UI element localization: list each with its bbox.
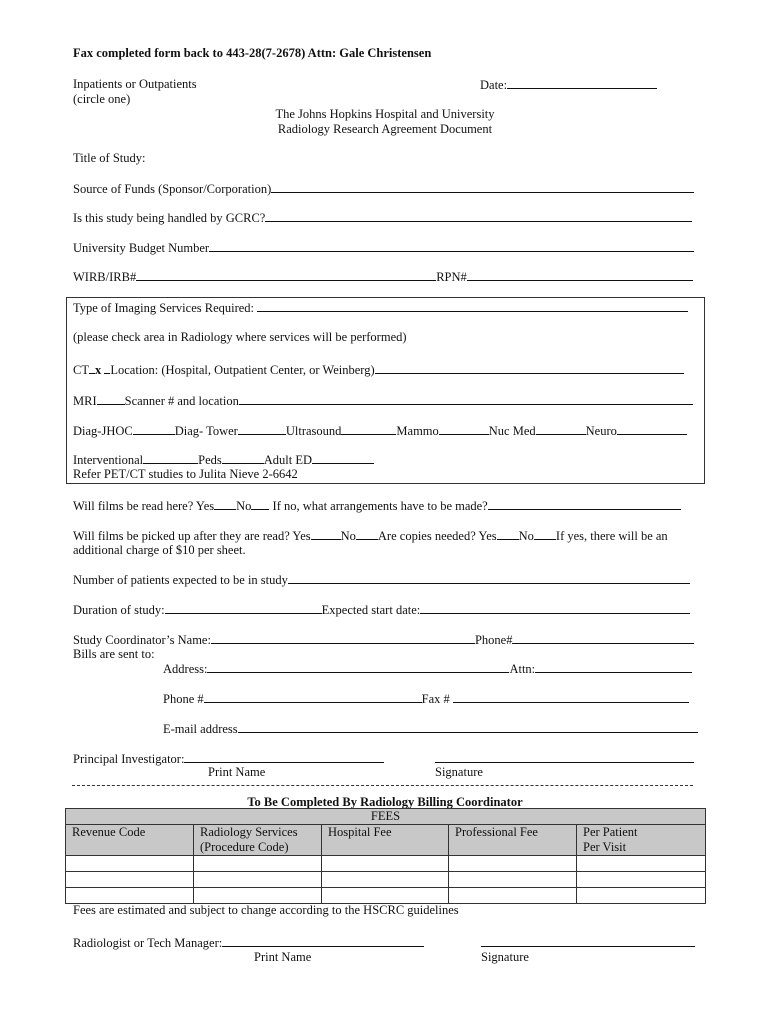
- gcrc-field[interactable]: [73, 210, 692, 226]
- ultrasound-label: Ultrasound: [285, 424, 342, 438]
- budget-number-field[interactable]: [73, 240, 694, 256]
- interventional-blank[interactable]: [143, 452, 198, 464]
- neuro-label: Neuro: [585, 424, 617, 438]
- table-cell[interactable]: [194, 872, 322, 888]
- hospital-fee-header: Hospital Fee: [322, 825, 449, 856]
- radiologist-field[interactable]: [73, 935, 424, 951]
- films-read-no-blank[interactable]: [251, 498, 269, 510]
- email-field[interactable]: [163, 721, 698, 737]
- table-cell[interactable]: [322, 856, 449, 872]
- attn-label: Attn:: [509, 662, 536, 676]
- bill-phone-blank[interactable]: [204, 691, 422, 703]
- rpn-label: RPN#: [436, 270, 467, 284]
- ct-check-mark[interactable]: x: [94, 363, 102, 377]
- address-field[interactable]: [163, 661, 692, 677]
- table-cell[interactable]: [322, 888, 449, 904]
- copies-yes-blank[interactable]: [497, 528, 519, 540]
- ultrasound-blank[interactable]: [341, 423, 396, 435]
- ct-label: CT: [73, 363, 89, 377]
- date-field[interactable]: [480, 77, 657, 93]
- document-title-line2: Radiology Research Agreement Document: [277, 122, 493, 136]
- mri-scanner-blank[interactable]: [239, 393, 693, 405]
- address-blank[interactable]: [207, 661, 509, 673]
- table-cell[interactable]: [66, 888, 194, 904]
- peds-label: Peds: [198, 453, 222, 467]
- radiologist-label: Radiologist or Tech Manager:: [73, 936, 223, 950]
- films-pickup-yes-blank[interactable]: [311, 528, 341, 540]
- start-date-label: Expected start date:: [321, 603, 421, 617]
- ct-location-blank[interactable]: [375, 362, 684, 374]
- imaging-type-label: Type of Imaging Services Required:: [73, 301, 255, 315]
- radiologist-signature-field[interactable]: [481, 935, 695, 951]
- rpn-blank[interactable]: [467, 269, 693, 281]
- pi-print-name-caption: Print Name: [208, 765, 266, 779]
- interventional-row[interactable]: [73, 452, 374, 468]
- copies-if-yes: If yes, there will be an: [555, 529, 668, 543]
- duration-blank[interactable]: [165, 602, 322, 614]
- table-row: [66, 888, 706, 904]
- gcrc-blank[interactable]: [265, 210, 692, 222]
- date-label: Date:: [480, 78, 508, 92]
- table-cell[interactable]: [194, 888, 322, 904]
- section-divider: [72, 785, 693, 786]
- films-arrangements-blank[interactable]: [488, 498, 681, 510]
- peds-blank[interactable]: [222, 452, 264, 464]
- duration-label: Duration of study:: [73, 603, 165, 617]
- date-blank[interactable]: [507, 77, 657, 89]
- source-of-funds-blank[interactable]: [271, 181, 694, 193]
- table-cell[interactable]: [577, 856, 706, 872]
- radiologist-signature-blank[interactable]: [481, 935, 695, 947]
- imaging-type-field[interactable]: [73, 300, 688, 316]
- nuc-med-label: Nuc Med: [488, 424, 536, 438]
- fees-footnote: Fees are estimated and subject to change according to the HSCRC guidelines: [73, 903, 459, 917]
- diag-tower-label: Diag- Tower: [174, 424, 238, 438]
- films-pickup-no-label: No: [340, 529, 356, 543]
- budget-number-label: University Budget Number: [73, 241, 210, 255]
- billing-heading: To Be Completed By Radiology Billing Coordinator: [247, 795, 523, 809]
- radiologist-print-name-caption: Print Name: [254, 950, 312, 964]
- neuro-blank[interactable]: [617, 423, 687, 435]
- attn-blank[interactable]: [535, 661, 692, 673]
- fees-header-row: [66, 825, 706, 856]
- bill-phone-field[interactable]: [163, 691, 689, 707]
- table-row: [66, 856, 706, 872]
- table-cell[interactable]: [449, 872, 577, 888]
- patients-blank[interactable]: [288, 572, 690, 584]
- pet-ct-note: Refer PET/CT studies to Julita Nieve 2-6642: [73, 467, 298, 481]
- budget-number-blank[interactable]: [209, 240, 694, 252]
- coordinator-phone-label: Phone#: [474, 633, 513, 647]
- per-patient-header: Per Patient Per Visit: [577, 825, 706, 856]
- diag-jhoc-blank[interactable]: [133, 423, 175, 435]
- fees-table: [65, 808, 706, 904]
- circle-one-note: (circle one): [73, 92, 131, 106]
- table-cell[interactable]: [194, 856, 322, 872]
- mri-scanner-label: Scanner # and location: [124, 394, 239, 408]
- wirb-label: WIRB/IRB#: [73, 270, 137, 284]
- patients-label: Number of patients expected to be in study: [73, 573, 288, 587]
- email-blank[interactable]: [238, 721, 698, 733]
- fax-blank[interactable]: [453, 691, 689, 703]
- table-cell[interactable]: [449, 888, 577, 904]
- professional-fee-header: Professional Fee: [449, 825, 577, 856]
- mri-field[interactable]: [73, 393, 693, 409]
- source-of-funds-label: Source of Funds (Sponsor/Corporation): [73, 182, 272, 196]
- films-pickup-field[interactable]: [73, 528, 668, 544]
- patients-field[interactable]: [73, 572, 690, 588]
- fees-label: FEES: [66, 809, 706, 825]
- films-read-question: Will films be read here? Yes: [73, 499, 215, 513]
- title-of-study-label: Title of Study:: [73, 151, 146, 165]
- table-row: [66, 872, 706, 888]
- source-of-funds-field[interactable]: [73, 181, 694, 197]
- nuc-med-blank[interactable]: [536, 423, 586, 435]
- ct-location-label: Location: (Hospital, Outpatient Center, or Weinberg): [110, 363, 375, 377]
- check-area-note: (please check area in Radiology where services will be performed): [73, 330, 407, 344]
- copies-question: Are copies needed? Yes: [377, 529, 497, 543]
- films-pickup-question: Will films be picked up after they are read? Yes: [73, 529, 311, 543]
- diag-options-row[interactable]: [73, 423, 687, 439]
- pi-label: Principal Investigator:: [73, 752, 185, 766]
- interventional-label: Interventional: [73, 453, 144, 467]
- copies-no-label: No: [518, 529, 534, 543]
- films-read-no-label: No: [236, 499, 252, 513]
- start-date-blank[interactable]: [420, 602, 690, 614]
- mri-check-blank[interactable]: [97, 393, 125, 405]
- mammo-blank[interactable]: [439, 423, 489, 435]
- adult-ed-label: Adult ED: [263, 453, 313, 467]
- duration-field[interactable]: [73, 602, 690, 618]
- patient-type-label: Inpatients or Outpatients: [73, 77, 197, 91]
- fees-label-row: [66, 809, 706, 825]
- table-cell[interactable]: [449, 856, 577, 872]
- radiology-services-header: Radiology Services (Procedure Code): [194, 825, 322, 856]
- pi-name-blank[interactable]: [184, 751, 384, 763]
- charge-note: additional charge of $10 per sheet.: [73, 543, 246, 557]
- wirb-rpn-field[interactable]: [73, 269, 693, 285]
- address-label: Address:: [163, 662, 208, 676]
- pi-signature-caption: Signature: [435, 765, 483, 779]
- films-read-field[interactable]: [73, 498, 681, 514]
- bills-sent-label: Bills are sent to:: [73, 647, 155, 661]
- revenue-code-header: Revenue Code: [66, 825, 194, 856]
- coordinator-label: Study Coordinator’s Name:: [73, 633, 211, 647]
- table-cell[interactable]: [577, 872, 706, 888]
- diag-tower-blank[interactable]: [238, 423, 286, 435]
- adult-ed-blank[interactable]: [312, 452, 374, 464]
- email-label: E-mail address: [163, 722, 238, 736]
- coordinator-blank[interactable]: [211, 632, 475, 644]
- fax-label: Fax #: [421, 692, 450, 706]
- radiologist-signature-caption: Signature: [481, 950, 529, 964]
- coordinator-phone-blank[interactable]: [512, 632, 694, 644]
- mammo-label: Mammo: [396, 424, 439, 438]
- films-read-yes-blank[interactable]: [214, 498, 236, 510]
- table-cell[interactable]: [322, 872, 449, 888]
- fax-instruction: Fax completed form back to 443-28(7-2678) Attn: Gale Christensen: [73, 46, 432, 60]
- films-read-if-no: If no, what arrangements have to be made?: [269, 499, 488, 513]
- table-cell[interactable]: [66, 872, 194, 888]
- copies-no-blank[interactable]: [534, 528, 556, 540]
- ct-field[interactable]: [73, 362, 684, 378]
- radiologist-name-blank[interactable]: [222, 935, 424, 947]
- coordinator-field[interactable]: [73, 632, 694, 648]
- imaging-type-blank[interactable]: [257, 300, 688, 312]
- mri-label: MRI: [73, 394, 97, 408]
- table-cell[interactable]: [577, 888, 706, 904]
- document-title-line1: The Johns Hopkins Hospital and University: [275, 107, 495, 121]
- wirb-blank[interactable]: [136, 269, 436, 281]
- films-pickup-no-blank[interactable]: [356, 528, 378, 540]
- table-cell[interactable]: [66, 856, 194, 872]
- gcrc-label: Is this study being handled by GCRC?: [73, 211, 266, 225]
- bill-phone-label: Phone #: [163, 692, 204, 706]
- diag-jhoc-label: Diag-JHOC: [73, 424, 133, 438]
- pi-signature-blank[interactable]: [435, 751, 694, 763]
